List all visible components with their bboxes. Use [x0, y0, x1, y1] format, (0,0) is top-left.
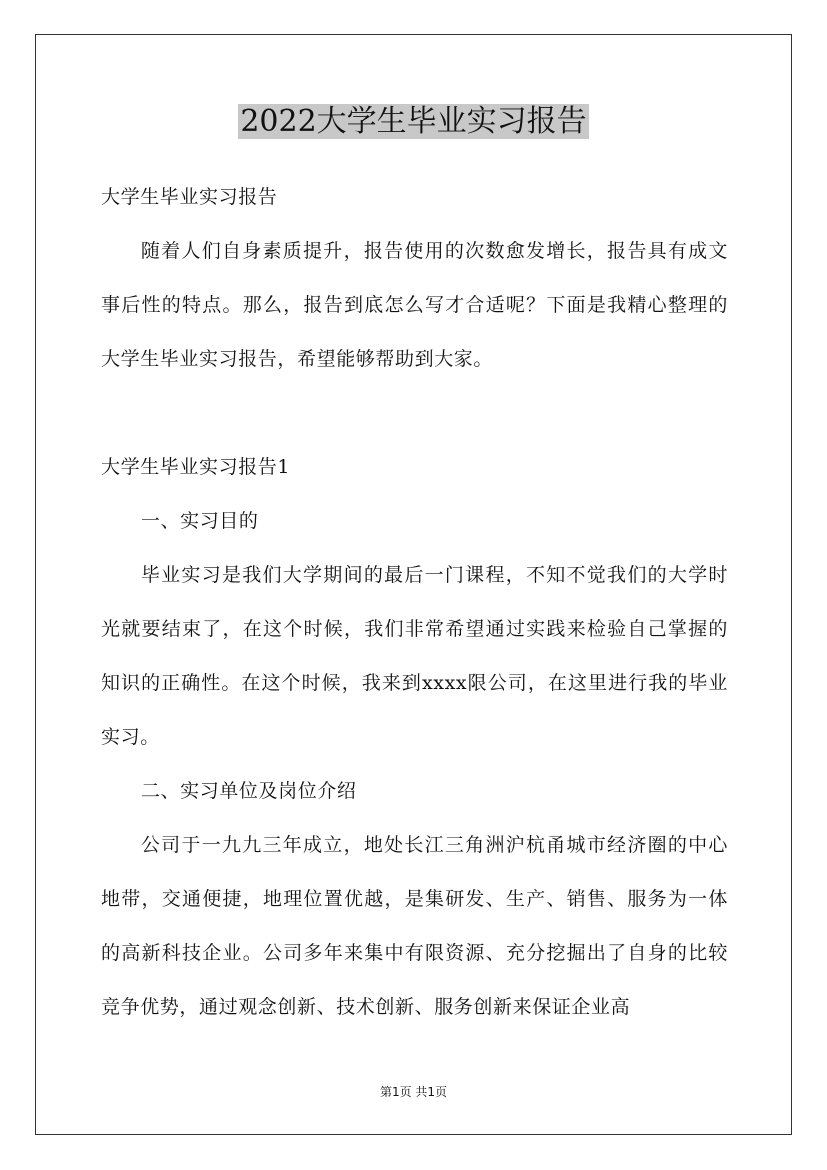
- document-title: [0, 100, 827, 144]
- heading-purpose: 一、实习目的: [140, 510, 259, 532]
- heading-company: 二、实习单位及岗位介绍: [140, 780, 357, 802]
- blank-line: [101, 386, 728, 440]
- section-title: 大学生毕业实习报告1: [101, 456, 291, 478]
- intro-paragraph: 随着人们自身素质提升，报告使用的次数愈发增长，报告具有成文事后性的特点。那么，报告到底怎么写才合适呢？下面是我精心整理的大学生毕业实习报告，希望能够帮助到大家。: [101, 240, 728, 370]
- purpose-paragraph: 毕业实习是我们大学期间的最后一门课程，不知不觉我们的大学时光就要结束了，在这个时候，我们非常希望通过实践来检验自己掌握的知识的正确性。在这个时候，我来到xxxx限公司，在这里进行我的毕业实习。: [101, 564, 728, 748]
- document-title-text: 2022大学生毕业实习报告: [240, 104, 587, 139]
- page-footer: 第1页 共1页: [379, 1085, 448, 1099]
- company-paragraph: 公司于一九九三年成立，地处长江三角洲沪杭甬城市经济圈的中心地带，交通便捷，地理位置优越，是集研发、生产、销售、服务为一体的高新科技企业。公司多年来集中有限资源、充分挖掘出了自身的比较竞争优势，通过观念创新、技术创新、服务创新来保证企业高: [101, 834, 728, 1018]
- document-body: [101, 170, 728, 1034]
- document-subtitle: 大学生毕业实习报告: [101, 186, 278, 208]
